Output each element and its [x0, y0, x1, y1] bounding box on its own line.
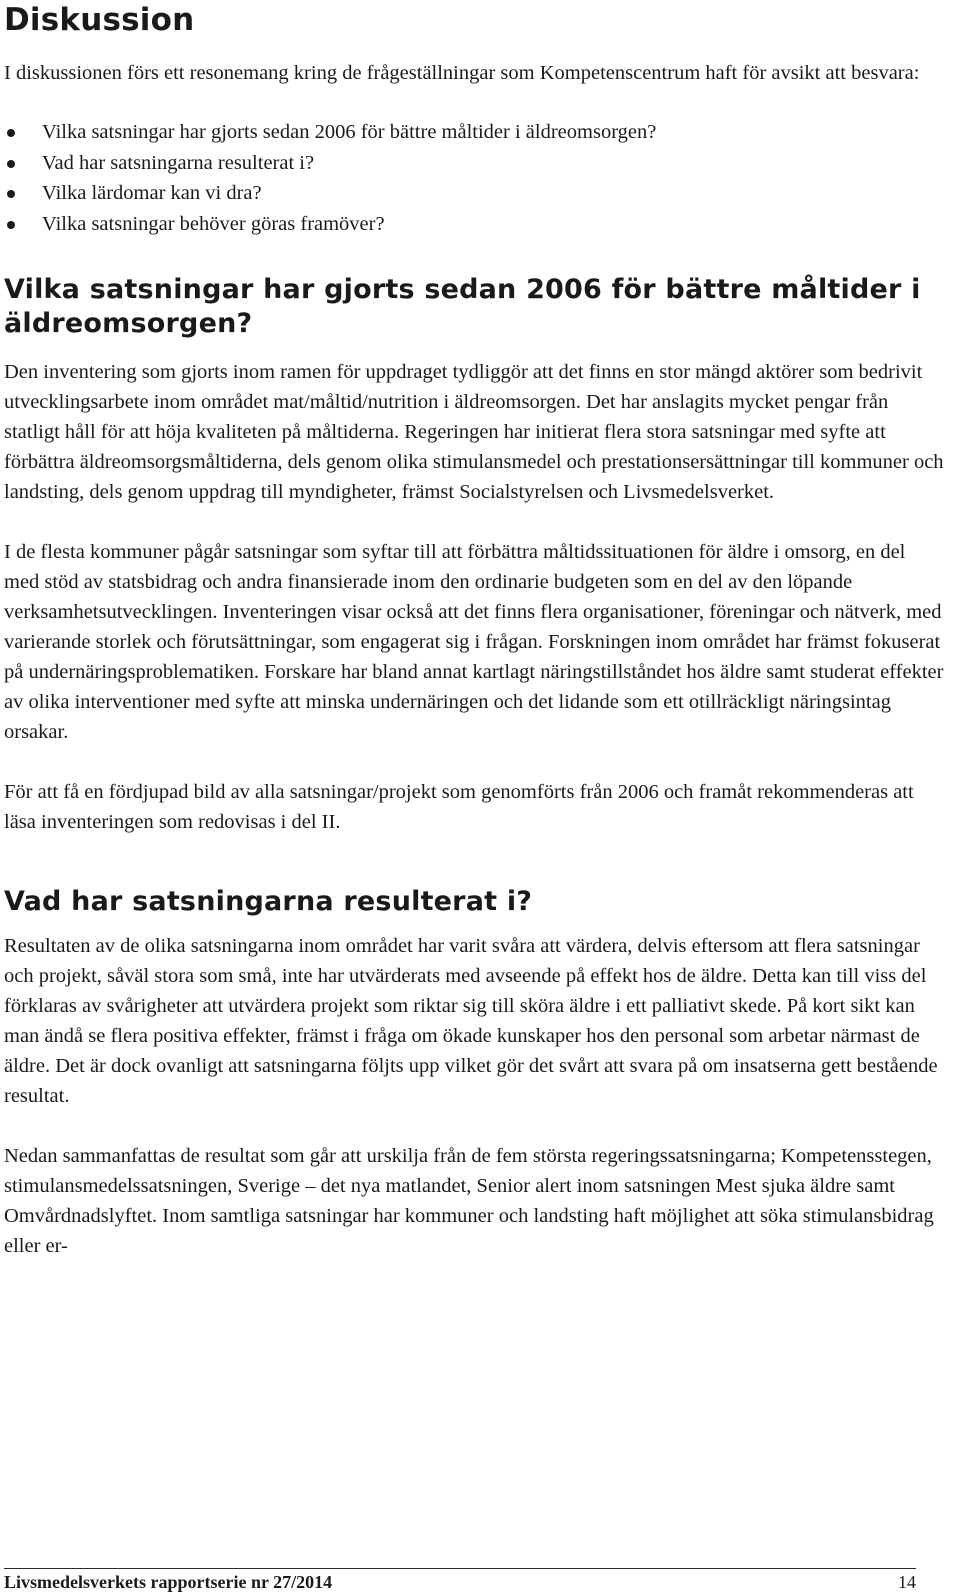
list-item-text: Vad har satsningarna resulterat i? [42, 151, 315, 174]
bullet-icon [7, 190, 15, 198]
bullet-icon [7, 129, 15, 137]
body-paragraph: I de flesta kommuner pågår satsningar som syftar till att förbättra måltidssituationen för äldre i omsorg, en del med stöd av statsbidrag och andra finansierade inom den ordinarie budgeten som en del av den löpande verksamhetsutvecklingen. Inventeringen visar också att det finns flera organisationer, föreningar och nätverk, med varierande storlek och förutsättningar, som engagerat sig i frågan. Forskningen inom området har främst fokuserat på undernäringsproblematiken. Forskare har bland annat kartlagt näringstillståndet hos äldre samt studerat effekter av olika interventioner med syfte att minska undernäringen och det lidande som ett otillräckligt näringsintag orsakar. [4, 541, 944, 743]
bullet-icon [7, 221, 15, 229]
section-heading: Vad har satsningarna resulterat i? [4, 886, 533, 917]
list-item [4, 148, 944, 179]
list-item [4, 178, 944, 209]
list-item [4, 209, 944, 240]
bullet-icon [7, 160, 15, 168]
body-paragraph: Den inventering som gjorts inom ramen för uppdraget tydliggör att det finns en stor mängd aktörer som bedrivit utvecklingsarbete inom området mat/måltid/nutrition i äldreomsorgen. Det har anslagits mycket pengar från statligt håll för att höja kvaliteten på måltiderna. Regeringen har initierat flera stora satsningar med syfte att förbättra äldreomsorgsmåltiderna, dels genom olika stimulansmedel och prestationsersättningar till kommuner och landsting, dels genom uppdrag till myndigheter, främst Socialstyrelsen och Livsmedelsverket. [4, 361, 944, 503]
page-title: Diskussion [4, 2, 195, 38]
body-paragraph: För att få en fördjupad bild av alla satsningar/projekt som genomförts från 2006 och framåt rekommenderas att läsa inventeringen som redovisas i del II. [4, 781, 914, 833]
report-series: Livsmedelsverkets rapportserie nr 27/2014 [4, 1572, 333, 1592]
page-number: 14 [898, 1572, 916, 1592]
list-item-text: Vilka satsningar behöver göras framöver? [42, 212, 385, 235]
body-paragraph: Resultaten av de olika satsningarna inom området har varit svåra att värdera, delvis eftersom att flera satsningar och projekt, såväl stora som små, inte har utvärderats med avseende på effekt hos de äldre. Detta kan till viss del förklaras av svårigheter att utvärdera projekt som riktar sig till sköra äldre i ett palliativt skede. På kort sikt kan man ändå se flera positiva effekter, främst i fråga om ökade kunskaper hos den personal som arbetar närmast de äldre. Det är dock ovanligt att satsningarna följts upp vilket gör det svårt att svara på om insatserna gett bestående resultat. [4, 935, 938, 1107]
list-item-text: Vilka lärdomar kan vi dra? [42, 182, 262, 204]
page-footer [4, 1568, 916, 1591]
question-list [4, 117, 944, 239]
body-paragraph: Nedan sammanfattas de resultat som går att urskilja från de fem största regeringssatsningarna; Kompetensstegen, stimulansmedelssatsningen, Sverige – det nya matlandet, Senior alert inom satsningen Mest sjuka äldre samt Omvårdnadslyftet. Inom samtliga satsningar har kommuner och landsting haft möjlighet att söka stimulansbidrag eller er- [4, 1145, 934, 1257]
intro-paragraph: I diskussionen förs ett resonemang kring de frågeställningar som Kompetenscentrum haft för avsikt att besvara: [4, 62, 920, 84]
list-item [4, 117, 944, 148]
section-heading: Vilka satsningar har gjorts sedan 2006 för bättre måltider i äldreomsorgen? [4, 274, 921, 339]
document-page [4, 0, 944, 1261]
list-item-text: Vilka satsningar har gjorts sedan 2006 för bättre måltider i äldreomsorgen? [42, 121, 657, 143]
